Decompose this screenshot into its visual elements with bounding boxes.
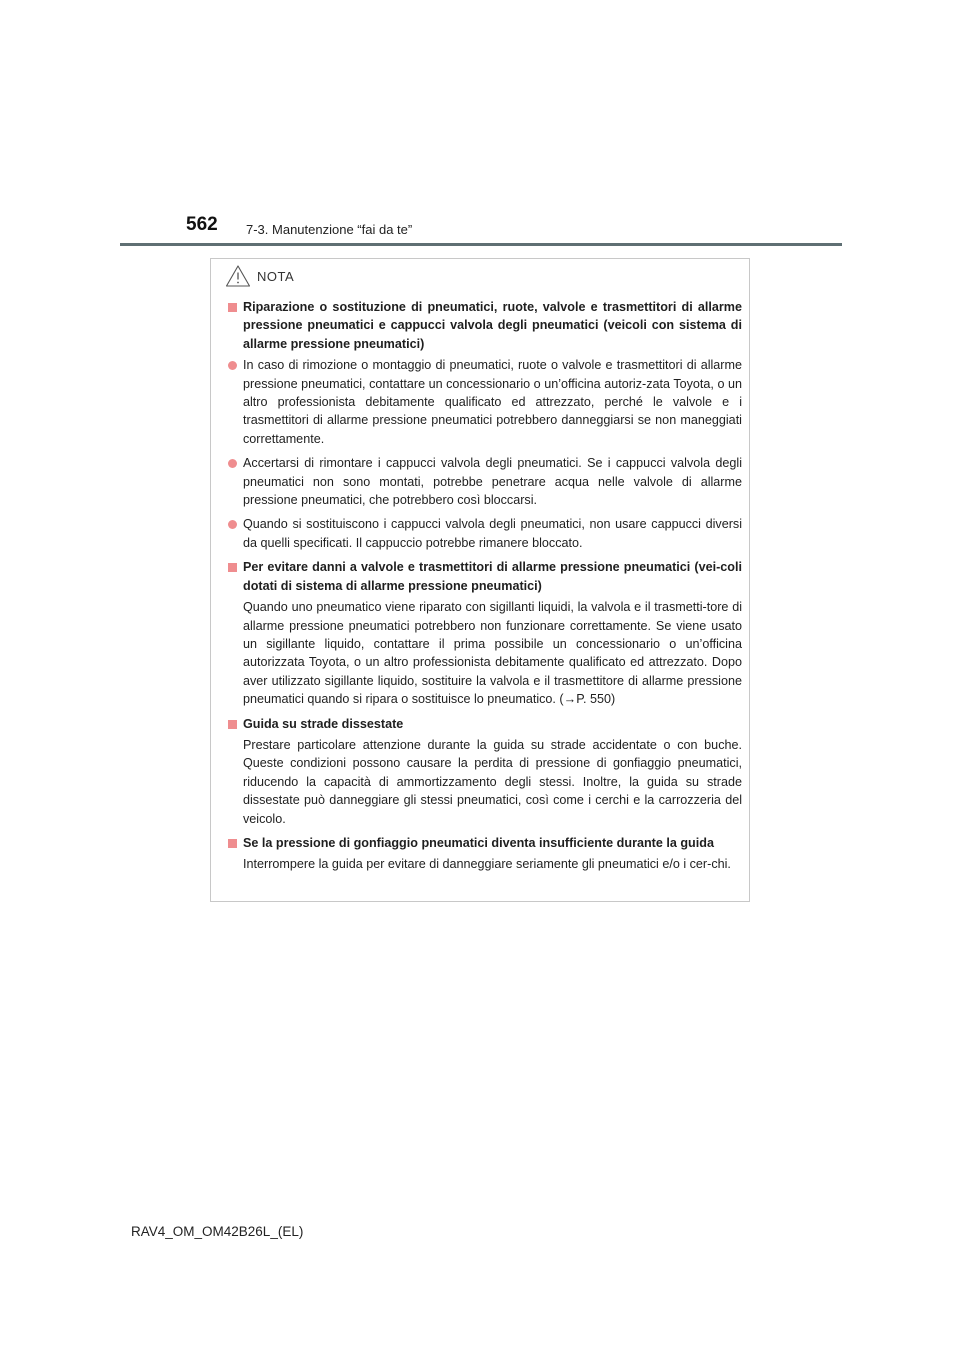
square-bullet-icon xyxy=(227,298,243,316)
note-content xyxy=(227,298,742,880)
page-number: 562 xyxy=(186,214,218,235)
section-heading-text: Se la pressione di gonfiaggio pneumatici diventa insufficiente durante la guida xyxy=(243,835,714,850)
bullet-item xyxy=(227,515,742,552)
section-heading xyxy=(227,834,742,852)
section-body: Quando uno pneumatico viene riparato con sigillanti liquidi, la valvola e il trasmetti-tore di allarme pressione pneumatici potrebbero non funzionare correttamente. Se viene usato un sigillante liquido, contattare il prima possibile un concessionario o un’officina autorizzata Toyota, o un altro professionista debitamente qualificato ed attrezzato. Dopo aver utilizzato sigillante liquido, sostituire la valvola e il trasmettitore di allarme pressione pneumatici quando si ripara o sostituisce lo pneumatico. (→P. 550) xyxy=(243,600,742,707)
note-section-1 xyxy=(227,298,742,552)
note-header xyxy=(225,263,294,289)
circle-bullet-icon xyxy=(227,454,243,472)
note-section-3 xyxy=(227,715,742,828)
note-section-4 xyxy=(227,834,742,874)
section-body: Interrompere la guida per evitare di danneggiare seriamente gli pneumatici e/o i cer-chi. xyxy=(243,857,731,872)
section-heading-text: Riparazione o sostituzione di pneumatici, ruote, valvole e trasmettitori di allarme pressione pneumatici e cappucci valvola degli pneumatici (veicoli con sistema di allarme pressione pneumatici) xyxy=(243,300,742,351)
circle-bullet-icon xyxy=(227,356,243,374)
section-body: Prestare particolare attenzione durante la guida su strade accidentate o con buche. Queste condizioni possono causare la perdita di pressione di gonfiaggio pneumatici, riducendo la capacità di ammortizzamento degli stessi. Inoltre, la guida su strade dissestate può danneggiare gli stessi pneumatici, così come i cerchi e la carrozzeria del veicolo. xyxy=(243,737,742,826)
section-heading-text: Guida su strade dissestate xyxy=(243,716,404,731)
section-title: 7-3. Manutenzione “fai da te” xyxy=(246,222,413,237)
section-heading-text: Per evitare danni a valvole e trasmettitori di allarme pressione pneumatici (vei-coli dotati di sistema di allarme pressione pneumatici) xyxy=(243,560,742,593)
header-rule xyxy=(120,243,842,246)
bullet-item xyxy=(227,454,742,509)
document-code: RAV4_OM_OM42B26L_(EL) xyxy=(131,1224,304,1239)
bullet-item xyxy=(227,356,742,448)
section-heading xyxy=(227,558,742,595)
section-heading xyxy=(227,298,742,353)
square-bullet-icon xyxy=(227,715,243,733)
note-label: NOTA xyxy=(257,268,295,284)
warning-triangle-icon xyxy=(225,264,251,288)
square-bullet-icon xyxy=(227,834,243,852)
bullet-text: Accertarsi di rimontare i cappucci valvola degli pneumatici. Se i cappucci valvola degli pneumatici non sono montati, potrebbe penetrare acqua nelle valvole di allarme pressione pneumatici, che potrebbero così bloccarsi. xyxy=(243,456,742,508)
note-box xyxy=(210,258,750,902)
section-heading xyxy=(227,715,742,733)
note-section-2 xyxy=(227,558,742,708)
square-bullet-icon xyxy=(227,558,243,576)
circle-bullet-icon xyxy=(227,515,243,533)
bullet-text: In caso di rimozione o montaggio di pneumatici, ruote o valvole e trasmettitori di allarme pressione pneumatici, contattare un concessionario o un’officina autoriz-zata Toyota, o un altro professionista debitamente qualificato ed attrezzato, perché le valvole e i trasmettitori di allarme pressione pneumatici potrebbero danneggiarsi se non maneggiati correttamente. xyxy=(243,358,742,446)
bullet-text: Quando si sostituiscono i cappucci valvola degli pneumatici, non usare cappucci diversi da quelli specificati. Il cappuccio potrebbe rimanere bloccato. xyxy=(243,517,742,550)
